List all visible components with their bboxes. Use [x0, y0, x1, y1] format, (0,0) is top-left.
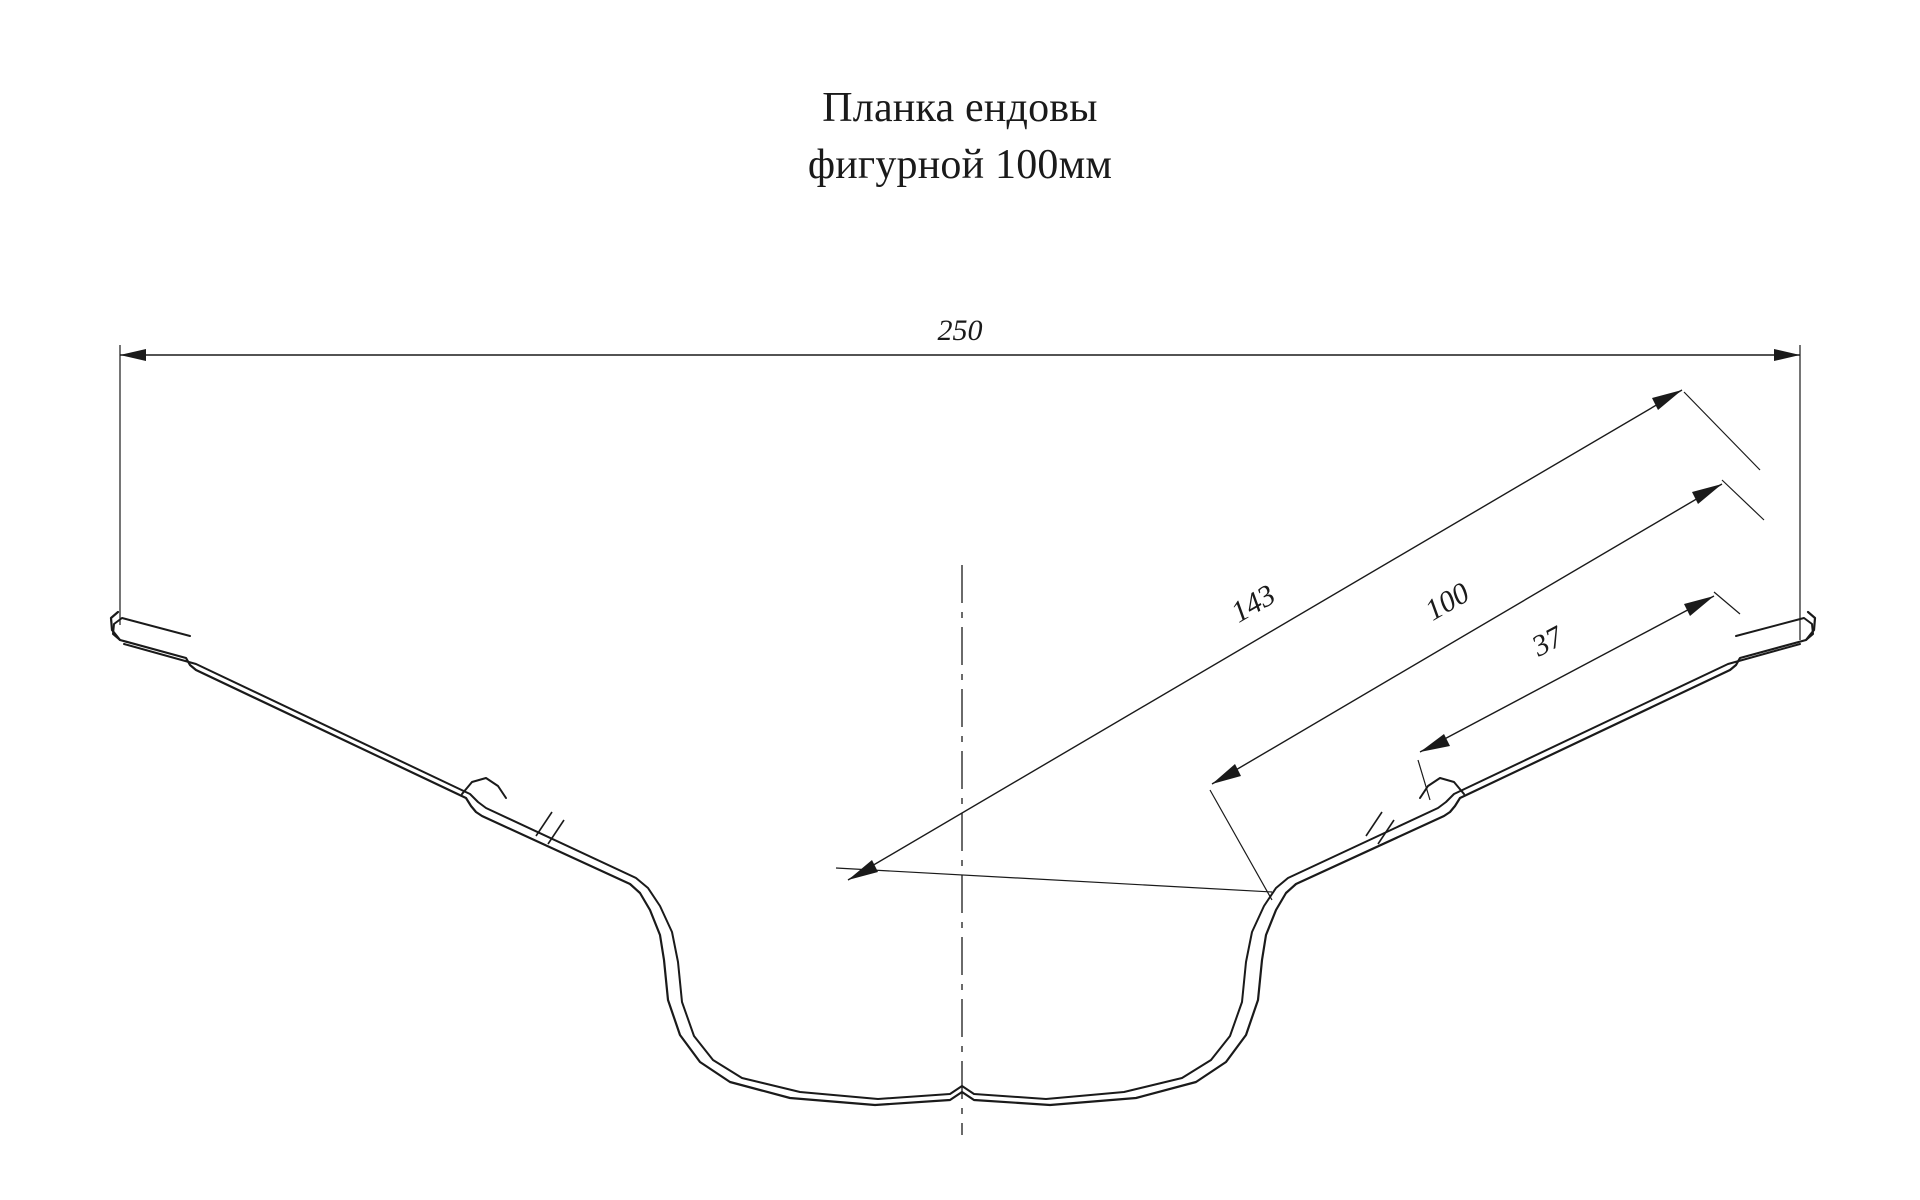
arrowhead-143-end — [1652, 390, 1682, 410]
ext-line-143-lower — [836, 868, 1272, 892]
arrowhead-37-end — [1684, 596, 1714, 616]
ext-line-100-lower — [1210, 790, 1272, 900]
left-hem-fold — [113, 618, 190, 640]
dim-line-100 — [1212, 484, 1722, 784]
arrowhead-right — [1774, 349, 1800, 361]
break-mark-left — [536, 812, 564, 844]
arrowhead-100-end — [1692, 484, 1722, 504]
dimension-label-250: 250 — [937, 314, 983, 347]
arrowhead-left — [120, 349, 146, 361]
arrowhead-100-start — [1212, 764, 1241, 784]
title-line-2: фигурной 100мм — [807, 141, 1113, 188]
dimension-label-143: 143 — [1225, 578, 1281, 630]
left-rib-step — [462, 778, 506, 798]
arrowhead-37-start — [1420, 734, 1450, 752]
arrowhead-143-start — [848, 860, 878, 880]
profile-outer-path — [111, 612, 1815, 1105]
dimension-label-100: 100 — [1419, 576, 1475, 628]
dimension-143 — [836, 390, 1760, 892]
dimension-37 — [1418, 592, 1740, 800]
dimension-100 — [1210, 480, 1764, 900]
ext-line-37-lower — [1418, 760, 1430, 800]
dimension-250 — [120, 314, 1800, 640]
dimension-label-37: 37 — [1526, 620, 1569, 664]
dim-line-37 — [1420, 596, 1714, 752]
ext-line-37-upper — [1714, 592, 1740, 614]
profile-outline — [111, 612, 1815, 1105]
ext-line-143-upper — [1684, 392, 1760, 470]
right-hem-fold — [1736, 618, 1813, 640]
ext-line-100-upper — [1722, 480, 1764, 520]
title-line-1: Планка ендовы — [822, 85, 1098, 131]
